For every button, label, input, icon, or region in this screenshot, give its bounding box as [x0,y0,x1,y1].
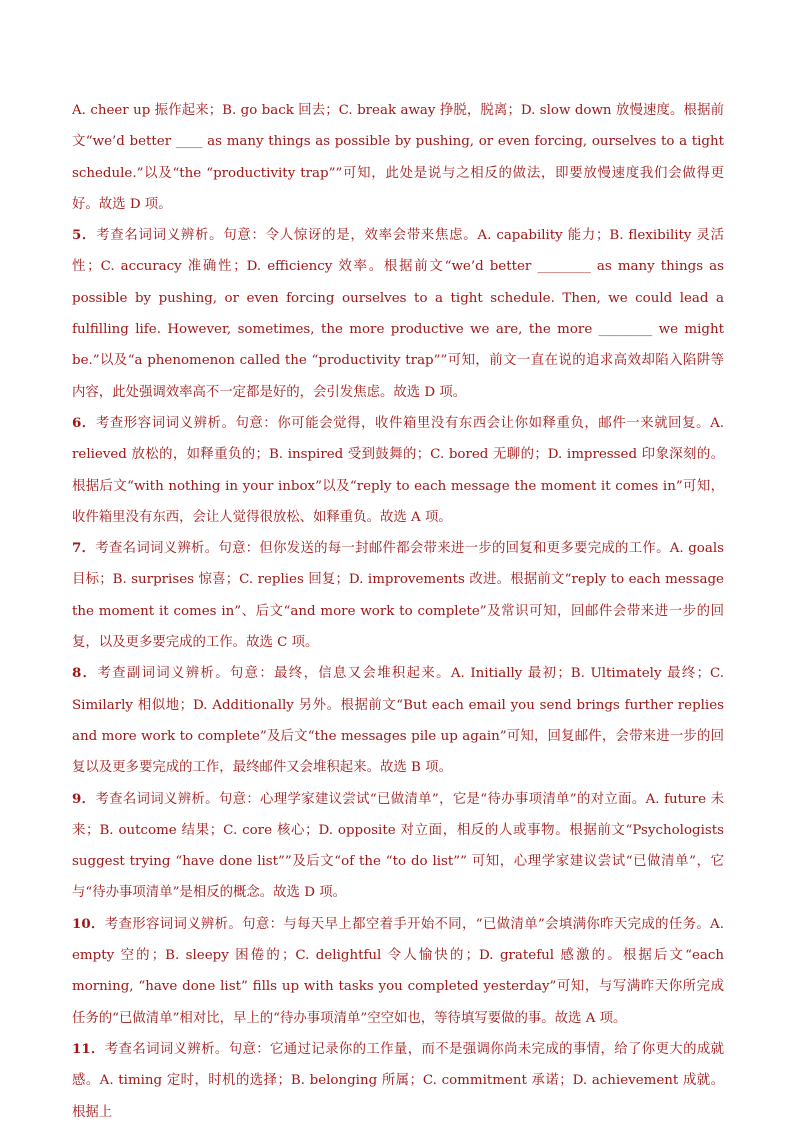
item-number: 8． [72,665,98,682]
paragraph-text: 考查名词词义辨析。句意：但你发送的每一封邮件都会带来进一步的回复和更多要完成的工作。A. goals 目标；B. surprises 惊喜；C. replies 回复；D. improvements 改进。根据前文“reply to each message the moment it comes in”、后文“and more work to complete”及常识可知，回邮件会带来进一步的回复，以及更多要完成的工作。故选 C 项。 [72,541,725,651]
paragraph-text: 考查形容词词义辨析。句意：你可能会觉得，收件箱里没有东西会让你如释重负，邮件一来就回复。A. relieved 放松的，如释重负的；B. inspired 受到鼓舞的；C. bored 无聊的；D. impressed 印象深刻的。根据后文“with nothing in your inbox”以及“reply to each message the moment it comes in”可知，收件箱里没有东西，会让人觉得很放松、如释重负。故选 A 项。 [72,415,724,525]
paragraph-item-11 [72,1034,724,1128]
paragraph-item-9 [72,784,724,909]
item-number: 7． [72,540,96,557]
paragraph-item-6 [72,408,724,533]
item-number: 9． [72,790,96,807]
paragraph-text: 考查名词词义辨析。句意：心理学家建议尝试“已做清单”，它是“待办事项清单”的对立面。A. future 未来；B. outcome 结果；C. core 核心；D. opposite 对立面，相反的人或事物。根据前文“Psychologists suggest trying “have done list””及后文“of the “to do list”” 可知，心理学家建议尝试“已做清单”，它与“待办事项清单”是相反的概念。故选 D 项。 [72,791,724,901]
paragraph-text: 考查形容词词义辨析。句意：与每天早上都空着手开始不同，“已做清单”会填满你昨天完成的任务。A. empty 空的；B. sleepy 困倦的；C. delightful 令人愉快的；D. grateful 感激的。根据后文“each morning, “have done list” fills up with tasks you completed yesterday”可知，与写满昨天你所完成任务的“已做清单”相对比，早上的“待办事项清单”空空如也，等待填写要做的事。故选 A 项。 [72,916,724,1026]
paragraph-item-5 [72,220,724,408]
item-number: 10． [72,915,105,932]
answer-explanations [72,95,724,1128]
paragraph-text: 考查名词词义辨析。句意：它通过记录你的工作量，而不是强调你尚未完成的事情，给了你更大的成就感。A. timing 定时，时机的选择；B. belonging 所属；C. commitment 承诺；D. achievement 成就。根据上 [72,1041,724,1120]
paragraph-text: A. cheer up 振作起来；B. go back 回去；C. break away 挣脱，脱离；D. slow down 放慢速度。根据前文“we’d better ____ as many things as possible by pushing, or even forcing, ourselves to a tight schedule.”以及“the “productivity trap””可知，此处是说与之相反的做法，即要放慢速度我们会做得更好。故选 D 项。 [72,103,724,212]
paragraph-text: 考查名词词义辨析。句意：令人惊讶的是，效率会带来焦虑。A. capability 能力；B. flexibility 灵活性；C. accuracy 准确性；D. efficiency 效率。根据前文“we’d better ________ as many things as possible by pushing, or even forcing ourselves to a tight schedule. Then, we could lead a fulfilling life. However, sometimes, the more productive we are, the more ________ we might be.”以及“a phenomenon called the “productivity trap””可知，前文一直在说的追求高效却陷入陷阱等内容，此处强调效率高不一定都是好的，会引发焦虑。故选 D 项。 [72,228,724,400]
item-number: 6． [72,414,96,431]
paragraph-item-10 [72,909,724,1034]
paragraph-continued [72,95,724,220]
paragraph-item-7 [72,533,724,658]
paragraph-item-8 [72,658,724,783]
paragraph-text: 考查副词词义辨析。句意：最终，信息又会堆积起来。A. Initially 最初；B. Ultimately 最终；C. Similarly 相似地；D. Additionally 另外。根据前文“But each email you send brings further replies and more work to complete”及后文“the messages pile up again”可知，回复邮件，会带来进一步的回复以及更多要完成的工作，最终邮件又会堆积起来。故选 B 项。 [72,666,724,776]
item-number: 5． [72,227,97,244]
item-number: 11． [72,1040,105,1057]
